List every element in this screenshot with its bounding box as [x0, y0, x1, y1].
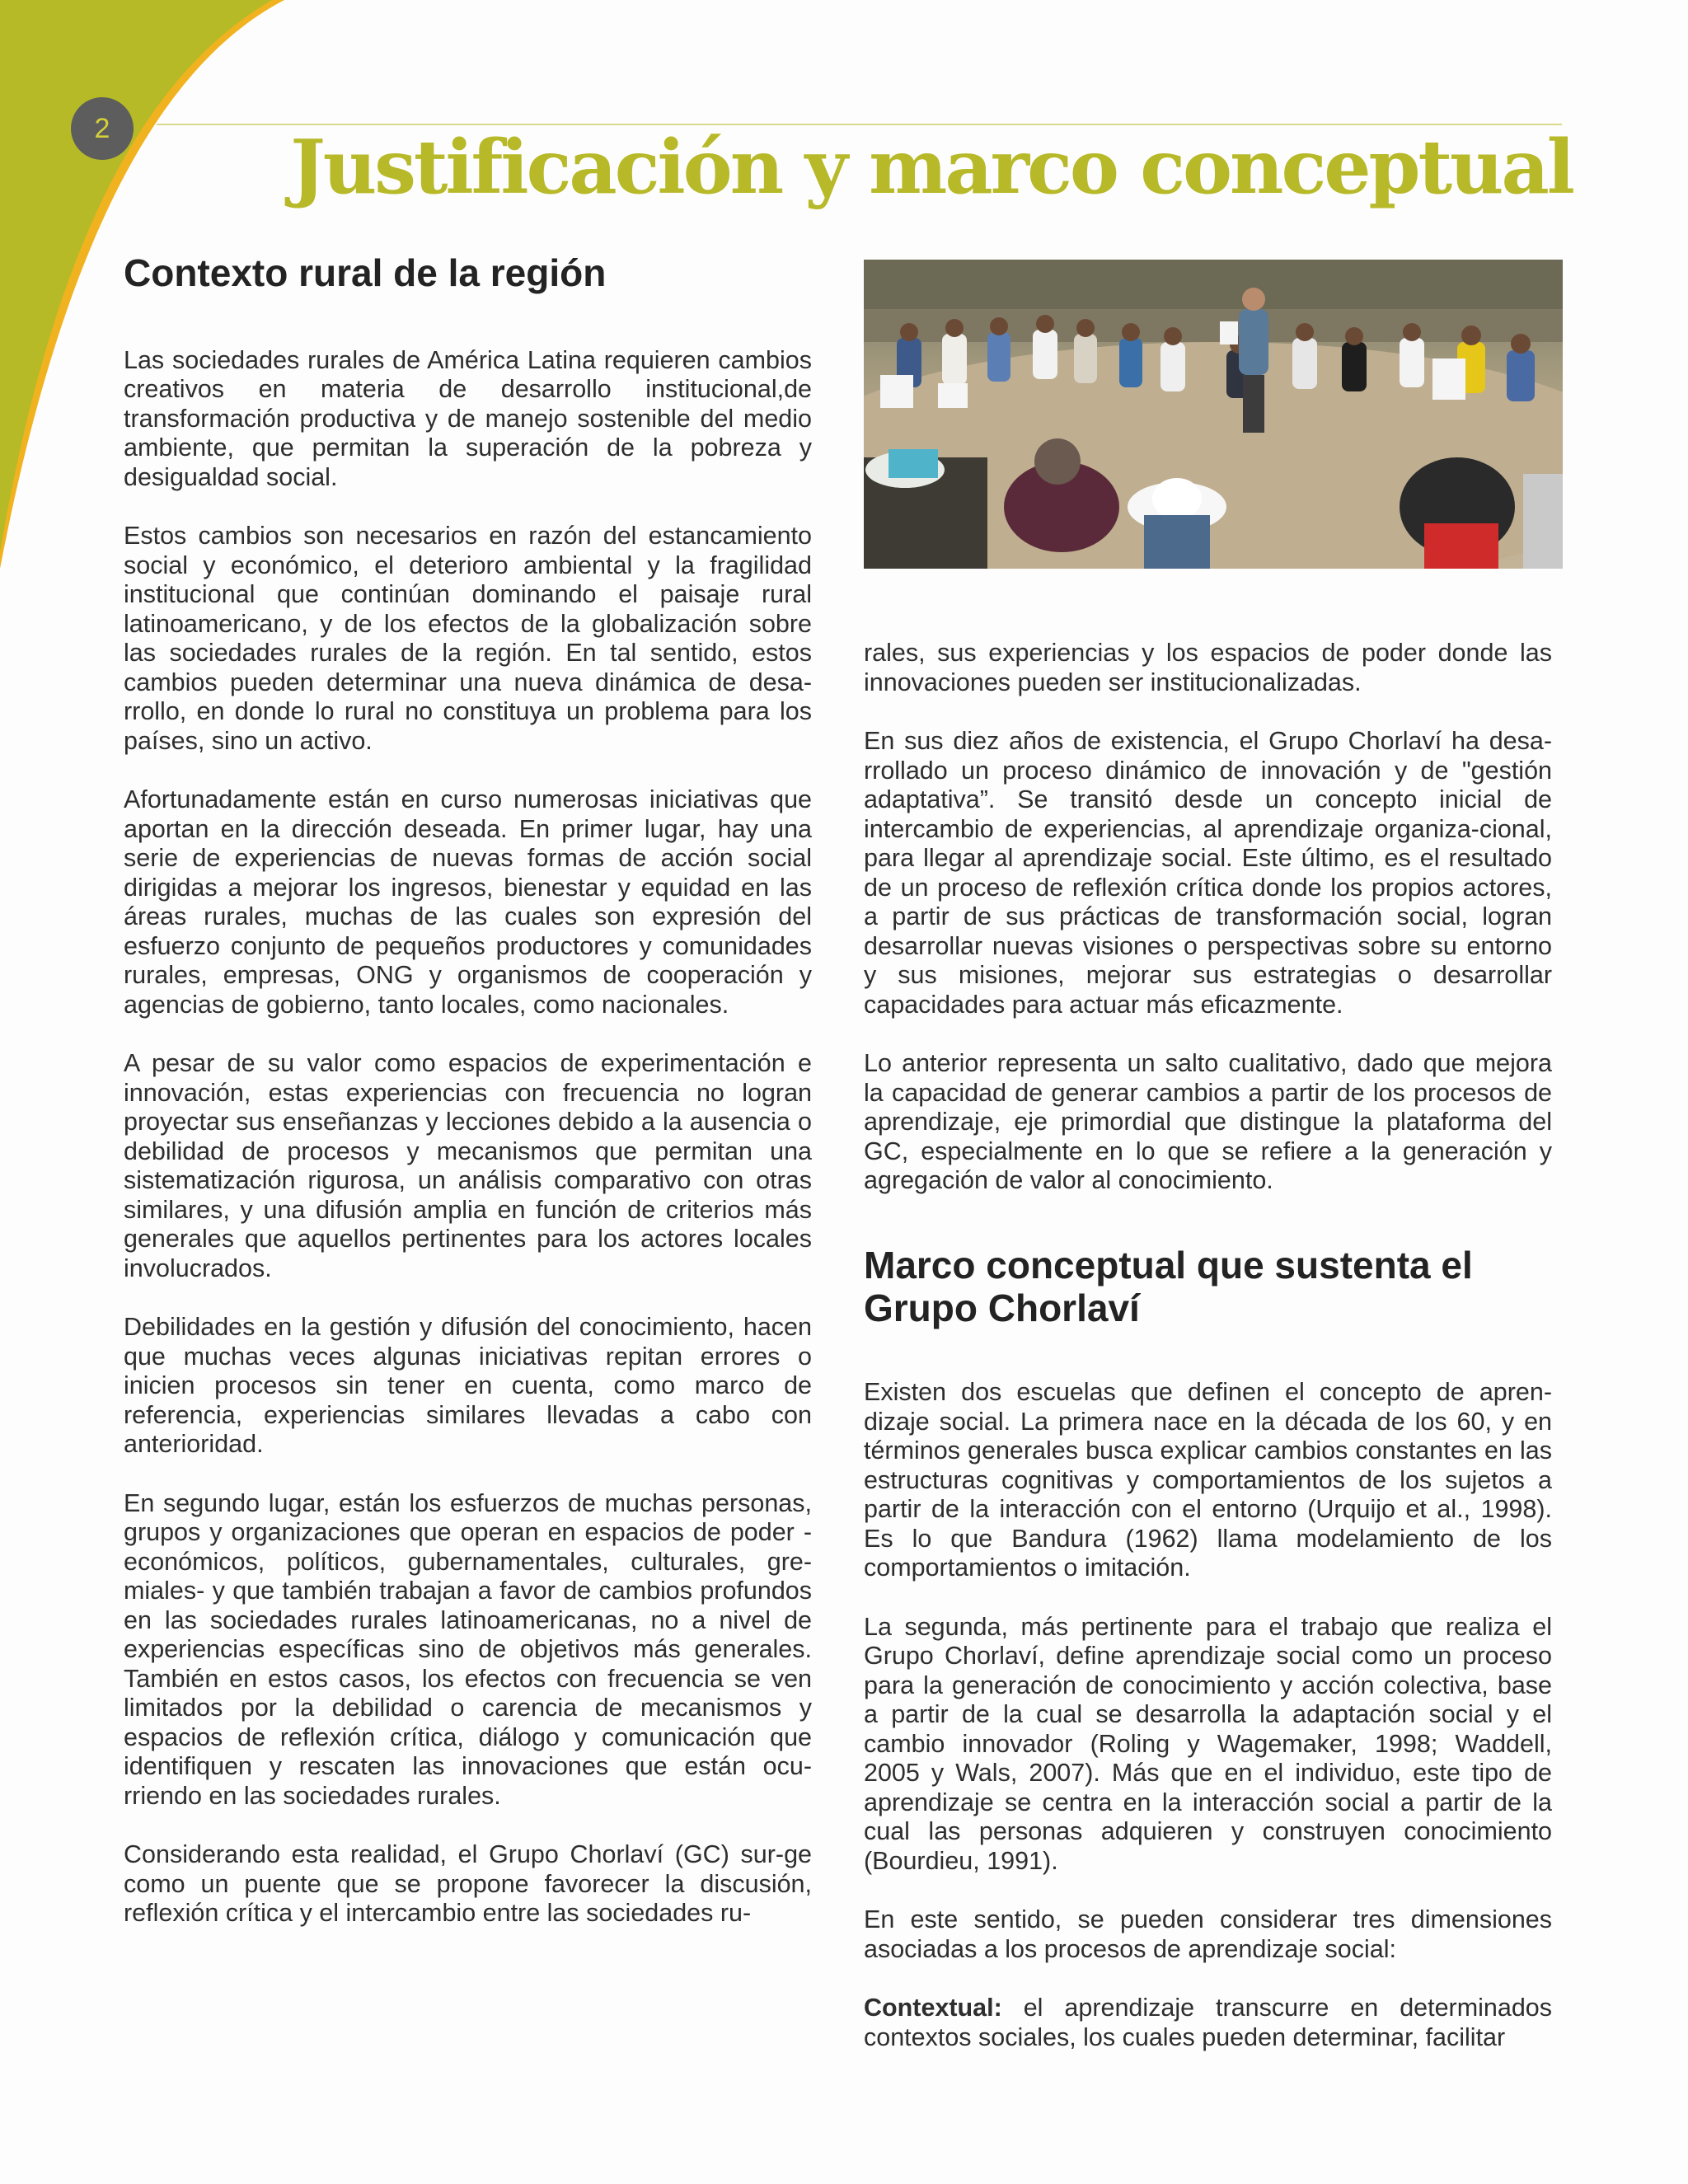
paragraph: Debilidades en la gestión y difusión del conocimiento, hacen que muchas veces algunas iniciativas repitan errores o inicien procesos sin tener en cuenta, como marco de referencia, experiencias similares llevadas a cabo con anterioridad. — [124, 1313, 812, 1459]
paragraph: Afortunadamente están en curso numerosas iniciativas que aportan en la dirección deseada. En primer lugar, hay una serie de experiencias de nuevas formas de acción social dirigidas a mejorar los ingresos, bienestar y equidad en las áreas rurales, muchas de las cuales son expresión del esfuerzo conjunto de pequeños productores y comunidades rurales, empresas, ONG y organismos de cooperación y agencias de gobierno, tanto locales, como nacionales. — [124, 785, 812, 1019]
paragraph-contextual — [864, 1994, 1552, 2052]
contextual-text: el aprendizaje transcurre en determinados contextos sociales, los cuales pueden determinar, facilitar — [864, 1994, 1552, 2051]
left-column — [124, 251, 812, 1958]
paragraph: En segundo lugar, están los esfuerzos de muchas personas, grupos y organizaciones que operan en espacios de poder -económicos, políticos, gubernamentales, culturales, gre-miales- y que también trabajan a favor de cambios profundos en las sociedades rurales latinoamericanas, no a nivel de experiencias específicas sino de objetivos más generales. También en estos casos, los efectos con frecuencia se ven limitados por la debilidad o carencia de mecanismos y espacios de reflexión crítica, diálogo y comunicación que identifiquen y rescaten las innovaciones que están ocu-rriendo en las sociedades rurales. — [124, 1488, 812, 1810]
paragraph: La segunda, más pertinente para el trabajo que realiza el Grupo Chorlaví, define aprendizaje social como un proceso para la generación de conocimiento y acción colectiva, base a partir de la cual se desarrolla la adaptación social y el cambio innovador (Roling y Wagemaker, 1998; Waddell, 2005 y Wals, 2007). Más que en el individuo, este tipo de aprendizaje se centra en la interacción social a partir de la cual las personas adquieren y construyen conocimiento (Bourdieu, 1991). — [864, 1612, 1552, 1875]
paragraph: Lo anterior representa un salto cualitativo, dado que mejora la capacidad de generar cambios a partir de los procesos de aprendizaje, eje primordial que distingue la plataforma del GC, especialmente en lo que se refiere a la generación y agregación de valor al conocimiento. — [864, 1049, 1552, 1194]
photo-container — [864, 260, 1552, 569]
paragraph: Considerando esta realidad, el Grupo Chorlaví (GC) sur-ge como un puente que se propone favorecer la discusión, reflexión crítica y el intercambio entre las sociedades ru- — [124, 1840, 812, 1928]
paragraph: Existen dos escuelas que definen el concepto de apren-dizaje social. La primera nace en la década de los 60, y en términos generales busca explicar cambios constantes en las estructuras cognitivas y comportamientos de los sujetos a partir de la interacción con el entorno (Urquijo et al., 1998). Es lo que Bandura (1962) llama modelamiento de los comportamientos o imitación. — [864, 1378, 1552, 1582]
section-heading-framework: Marco conceptual que sustenta el Grupo Chorlaví — [864, 1243, 1473, 1330]
section-heading-context: Contexto rural de la región — [124, 251, 607, 294]
community-meeting-photo-icon — [864, 260, 1563, 569]
paragraph: rales, sus experiencias y los espacios de poder donde las innovaciones pueden ser institucionalizadas. — [864, 639, 1552, 696]
right-column — [864, 639, 1552, 2082]
paragraph: En sus diez años de existencia, el Grupo Chorlaví ha desa-rrollado un proceso dinámico de innovación y de "gestión adaptativa”. Se transitó desde un concepto inicial de intercambio de experiencias, al aprendizaje organiza-cional, para llegar al aprendizaje social. Este último, es el resultado de un proceso de reflexión crítica donde los propios actores, a partir de sus prácticas de transformación social, logran desarrollar nuevas visiones o perspectivas sobre su entorno y sus misiones, mejorar sus estrategias o desarrollar capacidades para actuar más eficazmente. — [864, 727, 1552, 1019]
page-number-badge — [71, 97, 134, 160]
page-title: Justificación y marco conceptual — [290, 124, 1573, 211]
paragraph: Las sociedades rurales de América Latina requieren cambios creativos en materia de desarrollo institucional,de transformación productiva y de manejo sostenible del medio ambiente, que permitan la superación de la pobreza y desigualdad social. — [124, 345, 812, 491]
paragraph: A pesar de su valor como espacios de experimentación e innovación, estas experiencias con frecuencia no logran proyectar sus enseñanzas y lecciones debido a la ausencia o debilidad de procesos y mecanismos que permitan una sistematización rigurosa, un análisis comparativo con otras similares, y una difusión amplia en función de criterios más generales que aquellos pertinentes para los actores locales involucrados. — [124, 1049, 812, 1282]
contextual-lead: Contextual: — [864, 1994, 1002, 2022]
page-number: 2 — [94, 113, 110, 144]
community-meeting-photo — [864, 260, 1563, 569]
paragraph: En este sentido, se pueden considerar tres dimensiones asociadas a los procesos de aprendizaje social: — [864, 1905, 1552, 1963]
paragraph: Estos cambios son necesarios en razón del estancamiento social y económico, el deterioro ambiental y la fragilidad institucional que continúan dominando el paisaje rural latinoamericano, y de los efectos de la globalización sobre las sociedades rurales de la región. En tal sentido, estos cambios pueden determinar una nueva dinámica de desa-rrollo, en donde lo rural no constituya un problema para los países, sino un activo. — [124, 522, 812, 755]
